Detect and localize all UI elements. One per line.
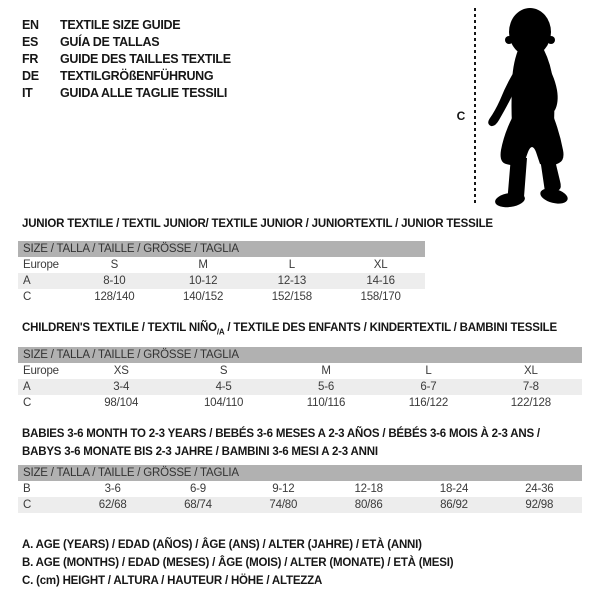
- language-code: ES: [22, 34, 39, 49]
- table-title-text: / TEXTILE DES ENFANTS / KINDERTEXTIL / BAMBINI TESSILE: [224, 322, 557, 334]
- table-cell: 6-9: [189, 483, 206, 495]
- size-header-bar: [18, 465, 582, 481]
- footnote: A. AGE (YEARS) / EDAD (AÑOS) / ÂGE (ANS) / ALTER (JAHRE) / ETÀ (ANNI): [22, 539, 422, 551]
- row-label: Europe: [23, 259, 59, 271]
- table-row: [18, 289, 425, 305]
- row-label: B: [23, 483, 31, 495]
- language-row: [22, 67, 231, 84]
- table-cell: 24-36: [525, 483, 554, 495]
- language-row: [22, 16, 231, 33]
- table-cell: 9-12: [272, 483, 295, 495]
- size-header-label: SIZE / TALLA / TAILLE / GRÖSSE / TAGLIA: [23, 349, 239, 361]
- table-cell: XL: [523, 365, 538, 377]
- row-label: Europe: [23, 365, 59, 377]
- row-label: C: [23, 499, 32, 511]
- language-title: GUIDE DES TAILLES TEXTILE: [60, 51, 231, 66]
- table-title-text: JUNIOR TEXTILE / TEXTIL JUNIOR/ TEXTILE JUNIOR / JUNIORTEXTIL / JUNIOR TESSILE: [22, 218, 493, 230]
- baby-head: [509, 8, 551, 56]
- baby-silhouette: [484, 6, 580, 212]
- table-cell: L: [288, 259, 295, 271]
- language-code: FR: [22, 51, 39, 66]
- table-cell: 140/152: [183, 291, 224, 303]
- row-label: A: [23, 275, 31, 287]
- footnote: C. (cm) HEIGHT / ALTURA / HAUTEUR / HÖHE / ALTEZZA: [22, 575, 323, 587]
- size-header-label: SIZE / TALLA / TAILLE / GRÖSSE / TAGLIA: [23, 243, 239, 255]
- table-cell: 8-10: [103, 275, 126, 287]
- table-title-line: [22, 215, 493, 233]
- footnote: B. AGE (MONTHS) / EDAD (MESES) / ÂGE (MOIS) / ALTER (MONATE) / ETÀ (MESI): [22, 557, 454, 569]
- table-cell: M: [321, 365, 331, 377]
- size-header-bar: [18, 347, 582, 363]
- language-code: EN: [22, 17, 39, 32]
- table-cell: XL: [373, 259, 388, 271]
- table-row: [18, 273, 425, 289]
- table-cell: 6-7: [420, 381, 437, 393]
- table-cell: 3-6: [104, 483, 121, 495]
- language-header: [22, 16, 231, 101]
- table-title-text: /A: [216, 327, 225, 337]
- table-cell: 12-13: [277, 275, 307, 287]
- baby-leg-left: [508, 156, 527, 199]
- table-cell: 92/98: [525, 499, 554, 511]
- language-row: [22, 84, 231, 101]
- row-label: C: [23, 397, 32, 409]
- table-cell: 80/86: [354, 499, 383, 511]
- table-cell: M: [198, 259, 208, 271]
- table-row: [18, 379, 582, 395]
- table-cell: 12-18: [354, 483, 383, 495]
- language-title: TEXTILE SIZE GUIDE: [60, 17, 181, 32]
- table-cell: 74/80: [269, 499, 298, 511]
- table-title-text: BABYS 3-6 MONATE BIS 2-3 JAHRE / BAMBINI 3-6 MESI A 2-3 ANNI: [22, 446, 378, 458]
- table-cell: 7-8: [522, 381, 539, 393]
- table-title-line: [22, 443, 540, 461]
- height-measure-line: [474, 8, 476, 205]
- table-cell: 14-16: [366, 275, 395, 287]
- size-header-bar: [18, 241, 425, 257]
- children-table-title: [22, 319, 557, 341]
- junior-table-title: [22, 215, 493, 233]
- row-label: C: [23, 291, 32, 303]
- language-code: IT: [22, 85, 33, 100]
- table-row: [18, 497, 582, 513]
- table-cell: S: [219, 365, 228, 377]
- table-cell: 4-5: [215, 381, 232, 393]
- table-cell: XS: [113, 365, 129, 377]
- language-title: GUIDA ALLE TAGLIE TESSILI: [60, 85, 228, 100]
- table-cell: 122/128: [510, 397, 551, 409]
- baby-foot-right: [539, 186, 570, 206]
- table-row: [18, 363, 582, 379]
- table-cell: 116/122: [408, 397, 449, 409]
- table-cell: 10-12: [188, 275, 218, 287]
- table-cell: 128/140: [94, 291, 135, 303]
- baby-ear-left: [505, 36, 513, 44]
- table-cell: 62/68: [98, 499, 127, 511]
- table-cell: 5-6: [318, 381, 335, 393]
- language-row: [22, 50, 231, 67]
- table-cell: 104/110: [203, 397, 244, 409]
- language-row: [22, 33, 231, 50]
- table-cell: 86/92: [440, 499, 468, 511]
- table-cell: 18-24: [439, 483, 469, 495]
- legend-footnotes: [22, 536, 453, 590]
- language-title: GUÍA DE TALLAS: [60, 34, 160, 49]
- table-cell: 3-4: [113, 381, 130, 393]
- babies-table-title: [22, 425, 540, 461]
- table-title-text: CHILDREN'S TEXTILE / TEXTIL NIÑO: [22, 322, 217, 334]
- table-cell: 68/74: [184, 499, 212, 511]
- table-cell: 152/158: [271, 291, 312, 303]
- language-code: DE: [22, 68, 39, 83]
- language-title: TEXTILGRÖßENFÜHRUNG: [60, 68, 214, 83]
- junior-size-table: [18, 241, 425, 305]
- row-label: A: [23, 381, 31, 393]
- table-row: [18, 257, 425, 273]
- baby-ear-right: [547, 36, 555, 44]
- table-row: [18, 481, 582, 497]
- table-cell: 110/116: [306, 397, 346, 409]
- table-cell: 98/104: [104, 397, 139, 409]
- table-row: [18, 395, 582, 411]
- table-title-line: [22, 425, 540, 443]
- babies-size-table: [18, 465, 582, 513]
- table-title-line: [22, 319, 557, 341]
- size-header-label: SIZE / TALLA / TAILLE / GRÖSSE / TAGLIA: [23, 467, 239, 479]
- table-title-text: BABIES 3-6 MONTH TO 2-3 YEARS / BEBÉS 3-6 MESES A 2-3 AÑOS / BÉBÉS 3-6 MOIS À 2-3 ANS /: [22, 428, 540, 440]
- children-size-table: [18, 347, 582, 411]
- table-cell: 158/170: [360, 291, 401, 303]
- table-cell: S: [110, 259, 119, 271]
- height-measure-label: C: [456, 109, 466, 123]
- table-cell: L: [425, 365, 432, 377]
